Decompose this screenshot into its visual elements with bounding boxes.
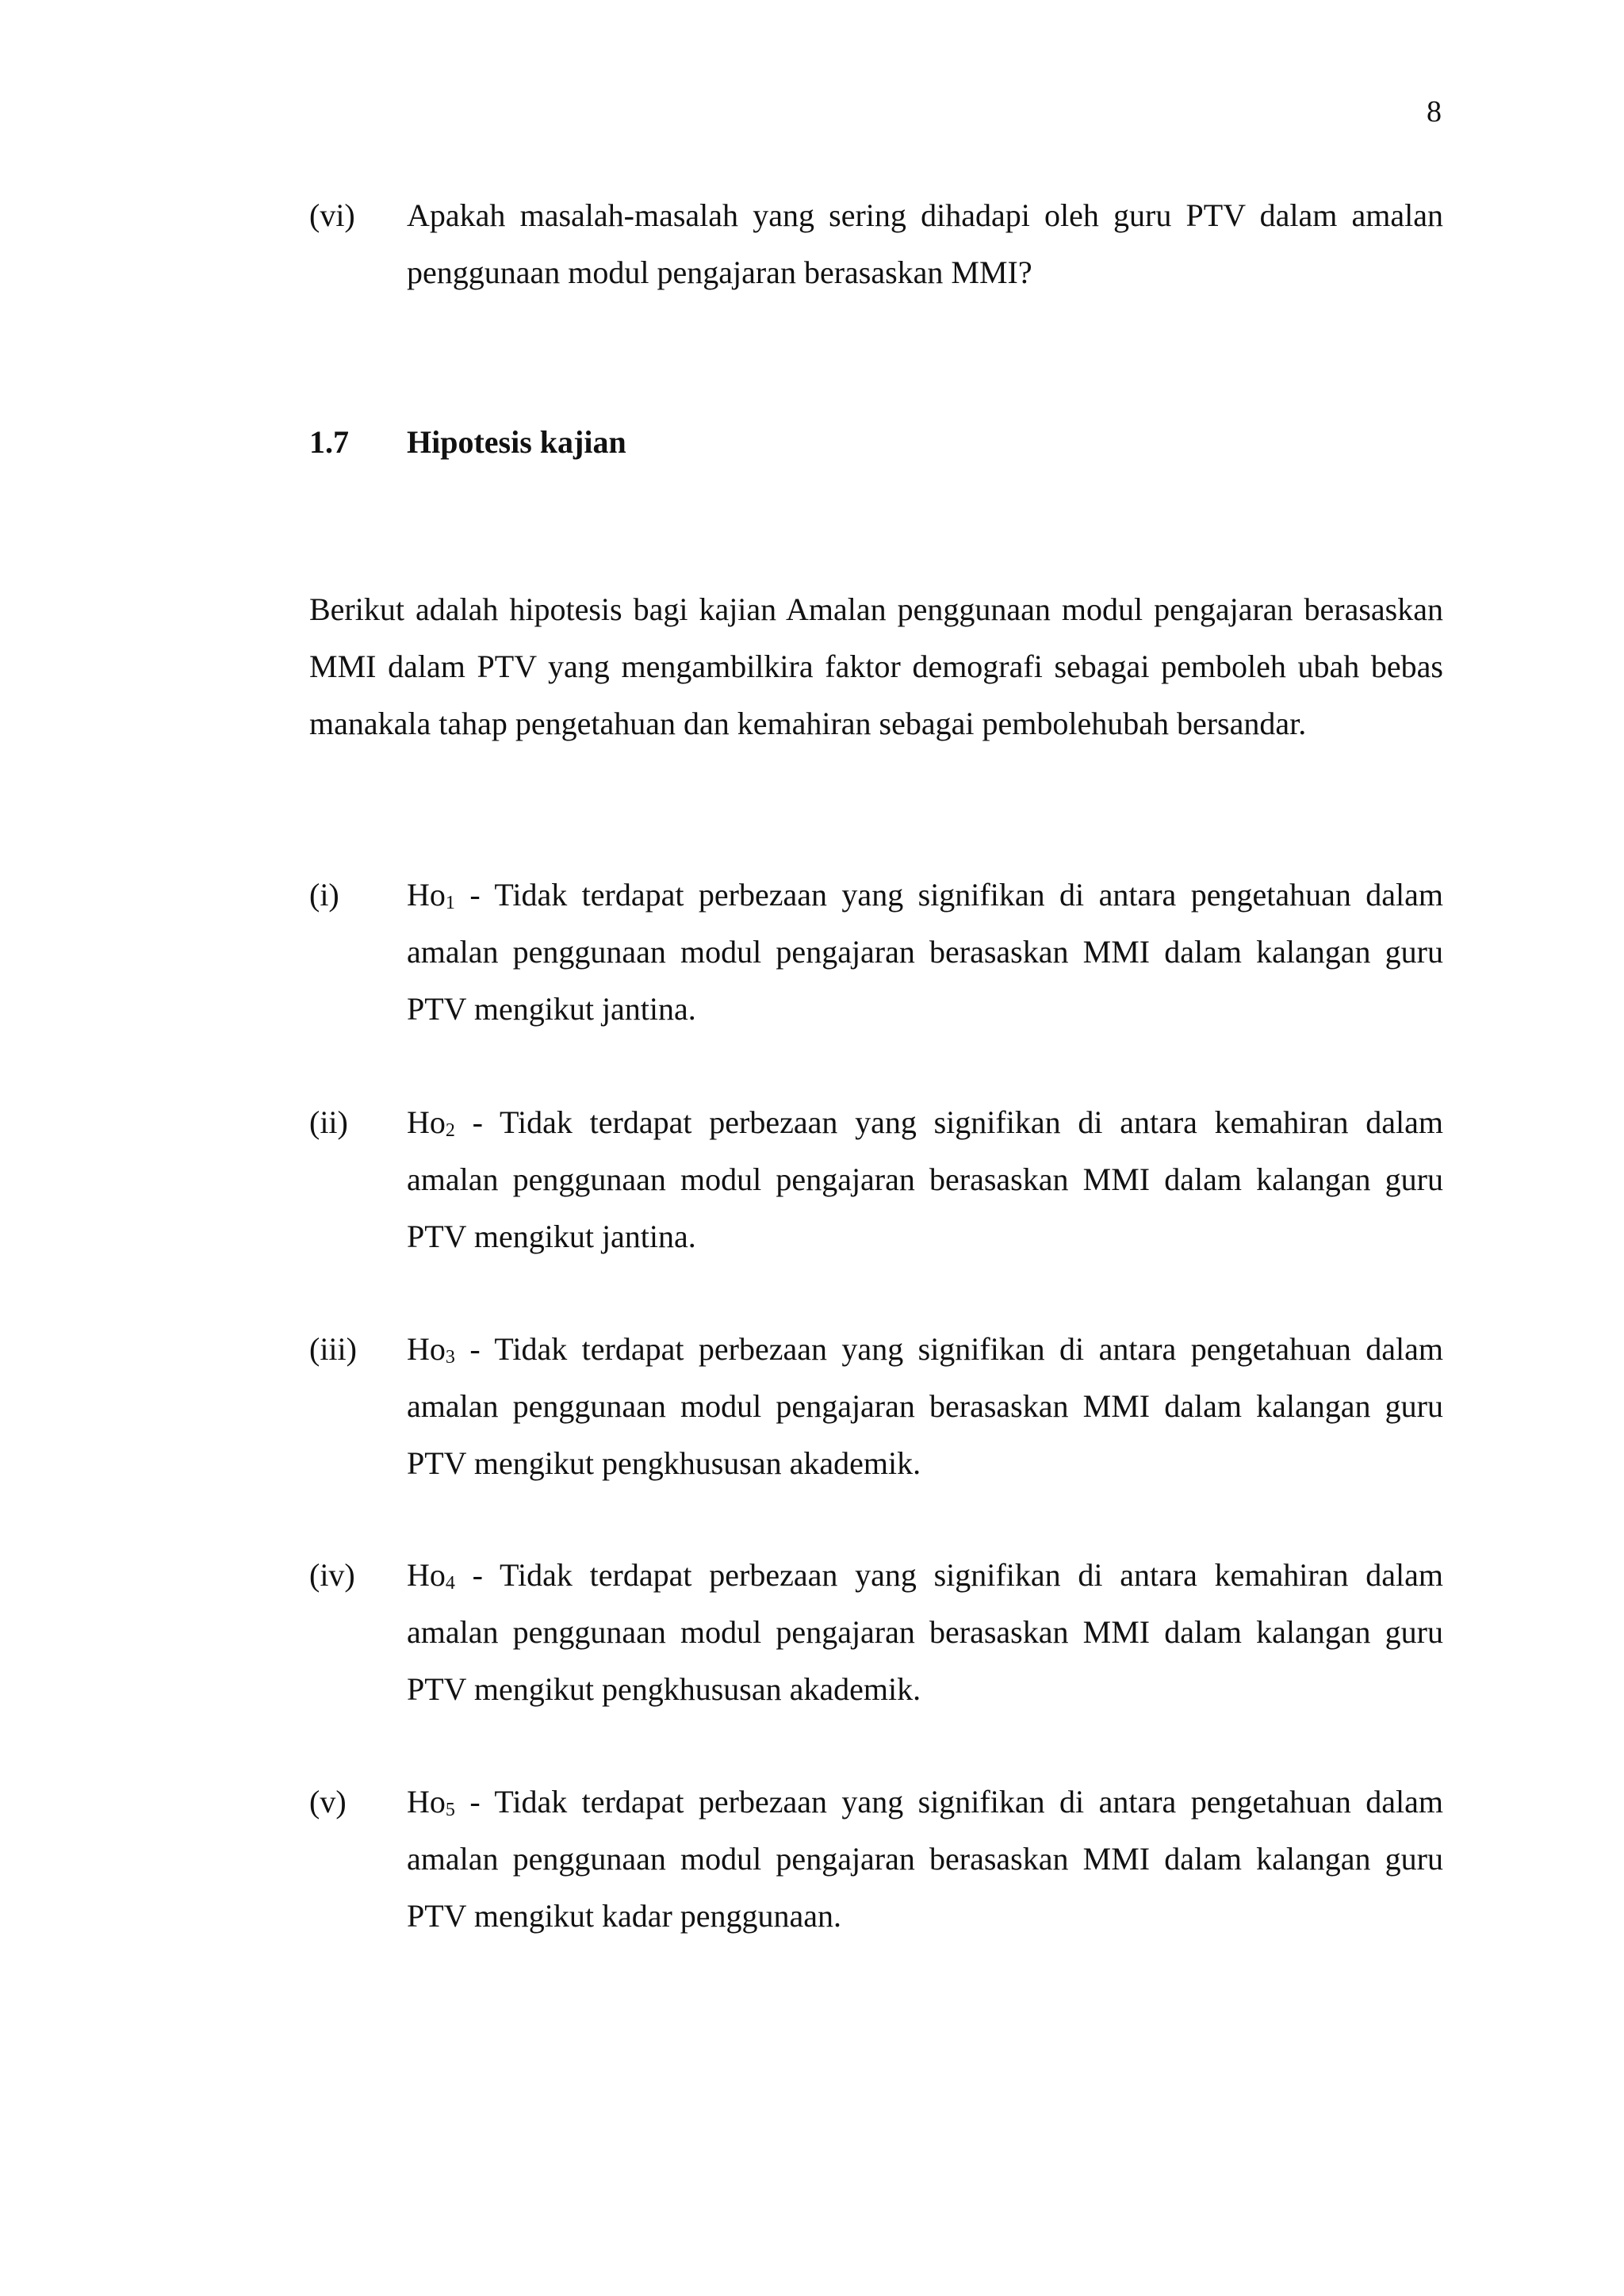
hypothesis-symbol: Ho	[407, 1557, 446, 1593]
hypothesis-statement: - Tidak terdapat perbezaan yang signifikan di antara pengetahuan dalam amalan penggunaan modul pengajaran berasaskan MMI dalam kalangan guru PTV mengikut pengkhususan akademik.	[407, 1331, 1443, 1481]
hypothesis-statement: - Tidak terdapat perbezaan yang signifikan di antara pengetahuan dalam amalan penggunaan modul pengajaran berasaskan MMI dalam kalangan guru PTV mengikut kadar penggunaan.	[407, 1784, 1443, 1934]
hypothesis-subscript: 3	[445, 1347, 455, 1368]
hypothesis-text	[407, 867, 1443, 1038]
research-question-text: Apakah masalah-masalah yang sering dihadapi oleh guru PTV dalam amalan penggunaan modul pengajaran berasaskan MMI?	[407, 197, 1443, 290]
hypothesis-statement: - Tidak terdapat perbezaan yang signifikan di antara pengetahuan dalam amalan penggunaan modul pengajaran berasaskan MMI dalam kalangan guru PTV mengikut jantina.	[407, 877, 1443, 1027]
list-label: (i)	[309, 877, 339, 913]
hypothesis-symbol: Ho	[407, 877, 446, 913]
hypothesis-symbol: Ho	[407, 1331, 446, 1367]
research-question-vi	[309, 187, 1443, 301]
hypothesis-subscript: 1	[445, 893, 455, 913]
hypothesis-statement: - Tidak terdapat perbezaan yang signifikan di antara kemahiran dalam amalan penggunaan modul pengajaran berasaskan MMI dalam kalangan guru PTV mengikut pengkhususan akademik.	[407, 1557, 1443, 1707]
hypothesis-subscript: 2	[445, 1120, 455, 1141]
section-title: Hipotesis kajian	[407, 424, 626, 460]
hypothesis-item	[309, 1774, 1443, 1945]
section-number: 1.7	[309, 424, 349, 460]
hypothesis-text	[407, 1321, 1443, 1492]
hypothesis-symbol: Ho	[407, 1784, 446, 1820]
hypothesis-subscript: 4	[445, 1573, 455, 1594]
list-label: (iii)	[309, 1331, 357, 1367]
list-label: (v)	[309, 1784, 347, 1820]
hypothesis-statement: - Tidak terdapat perbezaan yang signifikan di antara kemahiran dalam amalan penggunaan modul pengajaran berasaskan MMI dalam kalangan guru PTV mengikut jantina.	[407, 1104, 1443, 1254]
hypothesis-text	[407, 1774, 1443, 1945]
hypothesis-subscript: 5	[445, 1800, 455, 1820]
intro-paragraph: Berikut adalah hipotesis bagi kajian Amalan penggunaan modul pengajaran berasaskan MMI dalam PTV yang mengambilkira faktor demografi sebagai pemboleh ubah bebas manakala tahap pengetahuan dan kemahiran sebagai pembolehubah bersandar.	[309, 591, 1443, 741]
hypothesis-symbol: Ho	[407, 1104, 446, 1140]
list-label: (iv)	[309, 1557, 355, 1593]
page-number: 8	[1427, 95, 1442, 128]
list-label: (ii)	[309, 1104, 348, 1140]
hypothesis-item	[309, 1094, 1443, 1265]
hypothesis-item	[309, 1547, 1443, 1718]
hypothesis-item	[309, 867, 1443, 1038]
hypothesis-text	[407, 1547, 1443, 1718]
list-label: (vi)	[309, 197, 355, 233]
hypothesis-text	[407, 1094, 1443, 1265]
hypothesis-item	[309, 1321, 1443, 1492]
section-heading	[309, 414, 626, 471]
